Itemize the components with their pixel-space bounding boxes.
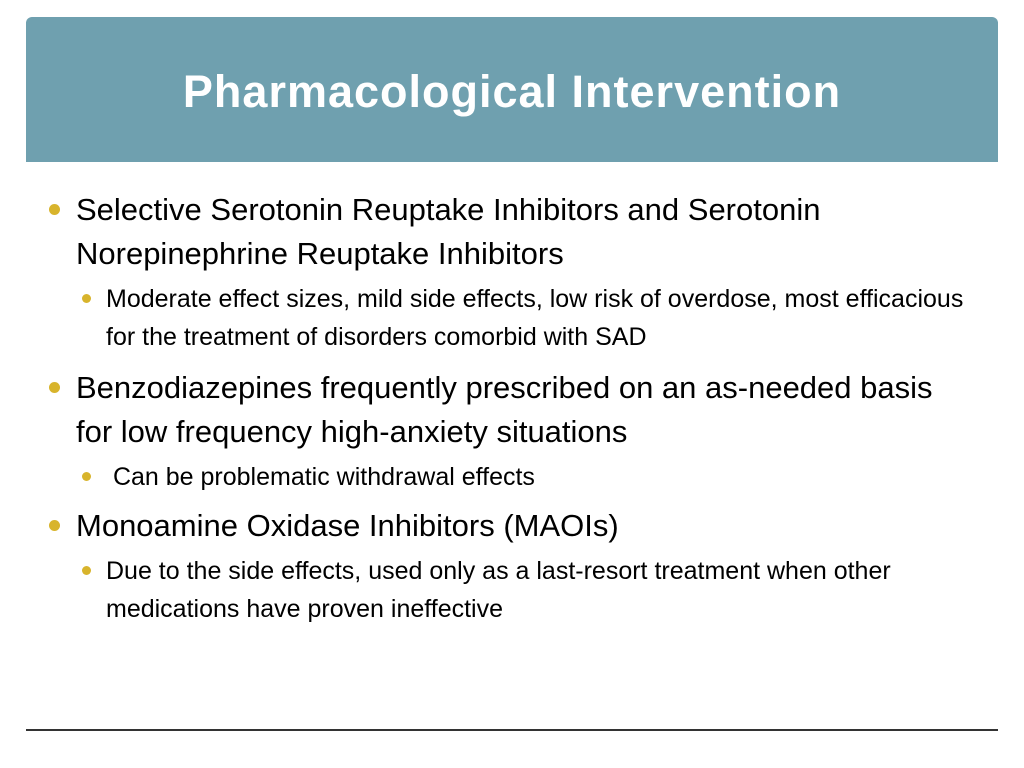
bullet-dot-icon [49,520,60,531]
bullet-text: Benzodiazepines frequently prescribed on an as-needed basis for low frequency high-anxiety situations [76,370,933,449]
bullet-text: Monoamine Oxidase Inhibitors (MAOIs) [76,508,619,543]
slide-content [46,188,976,628]
bullet-text: Selective Serotonin Reuptake Inhibitors and Serotonin Norepinephrine Reuptake Inhibitors [76,192,821,271]
sub-bullet-dot-icon [82,566,91,575]
sub-bullet-item [46,280,976,356]
bullet-item [46,366,976,454]
sub-bullet-dot-icon [82,294,91,303]
bullet-dot-icon [49,382,60,393]
sub-bullet-item [46,458,976,496]
bullet-item [46,504,976,548]
sub-bullet-text: Moderate effect sizes, mild side effects, low risk of overdose, most efficacious for the treatment of disorders comorbid with SAD [106,285,964,351]
sub-bullet-item [46,552,976,628]
sub-bullet-dot-icon [82,472,91,481]
sub-bullet-text: Due to the side effects, used only as a last-resort treatment when other medications have proven ineffective [106,557,891,623]
bullet-dot-icon [49,204,60,215]
slide-title: Pharmacological Intervention [182,65,842,117]
bottom-divider [26,729,998,731]
title-bar [26,17,998,162]
sub-bullet-text: Can be problematic withdrawal effects [106,463,535,491]
bullet-item [46,188,976,276]
